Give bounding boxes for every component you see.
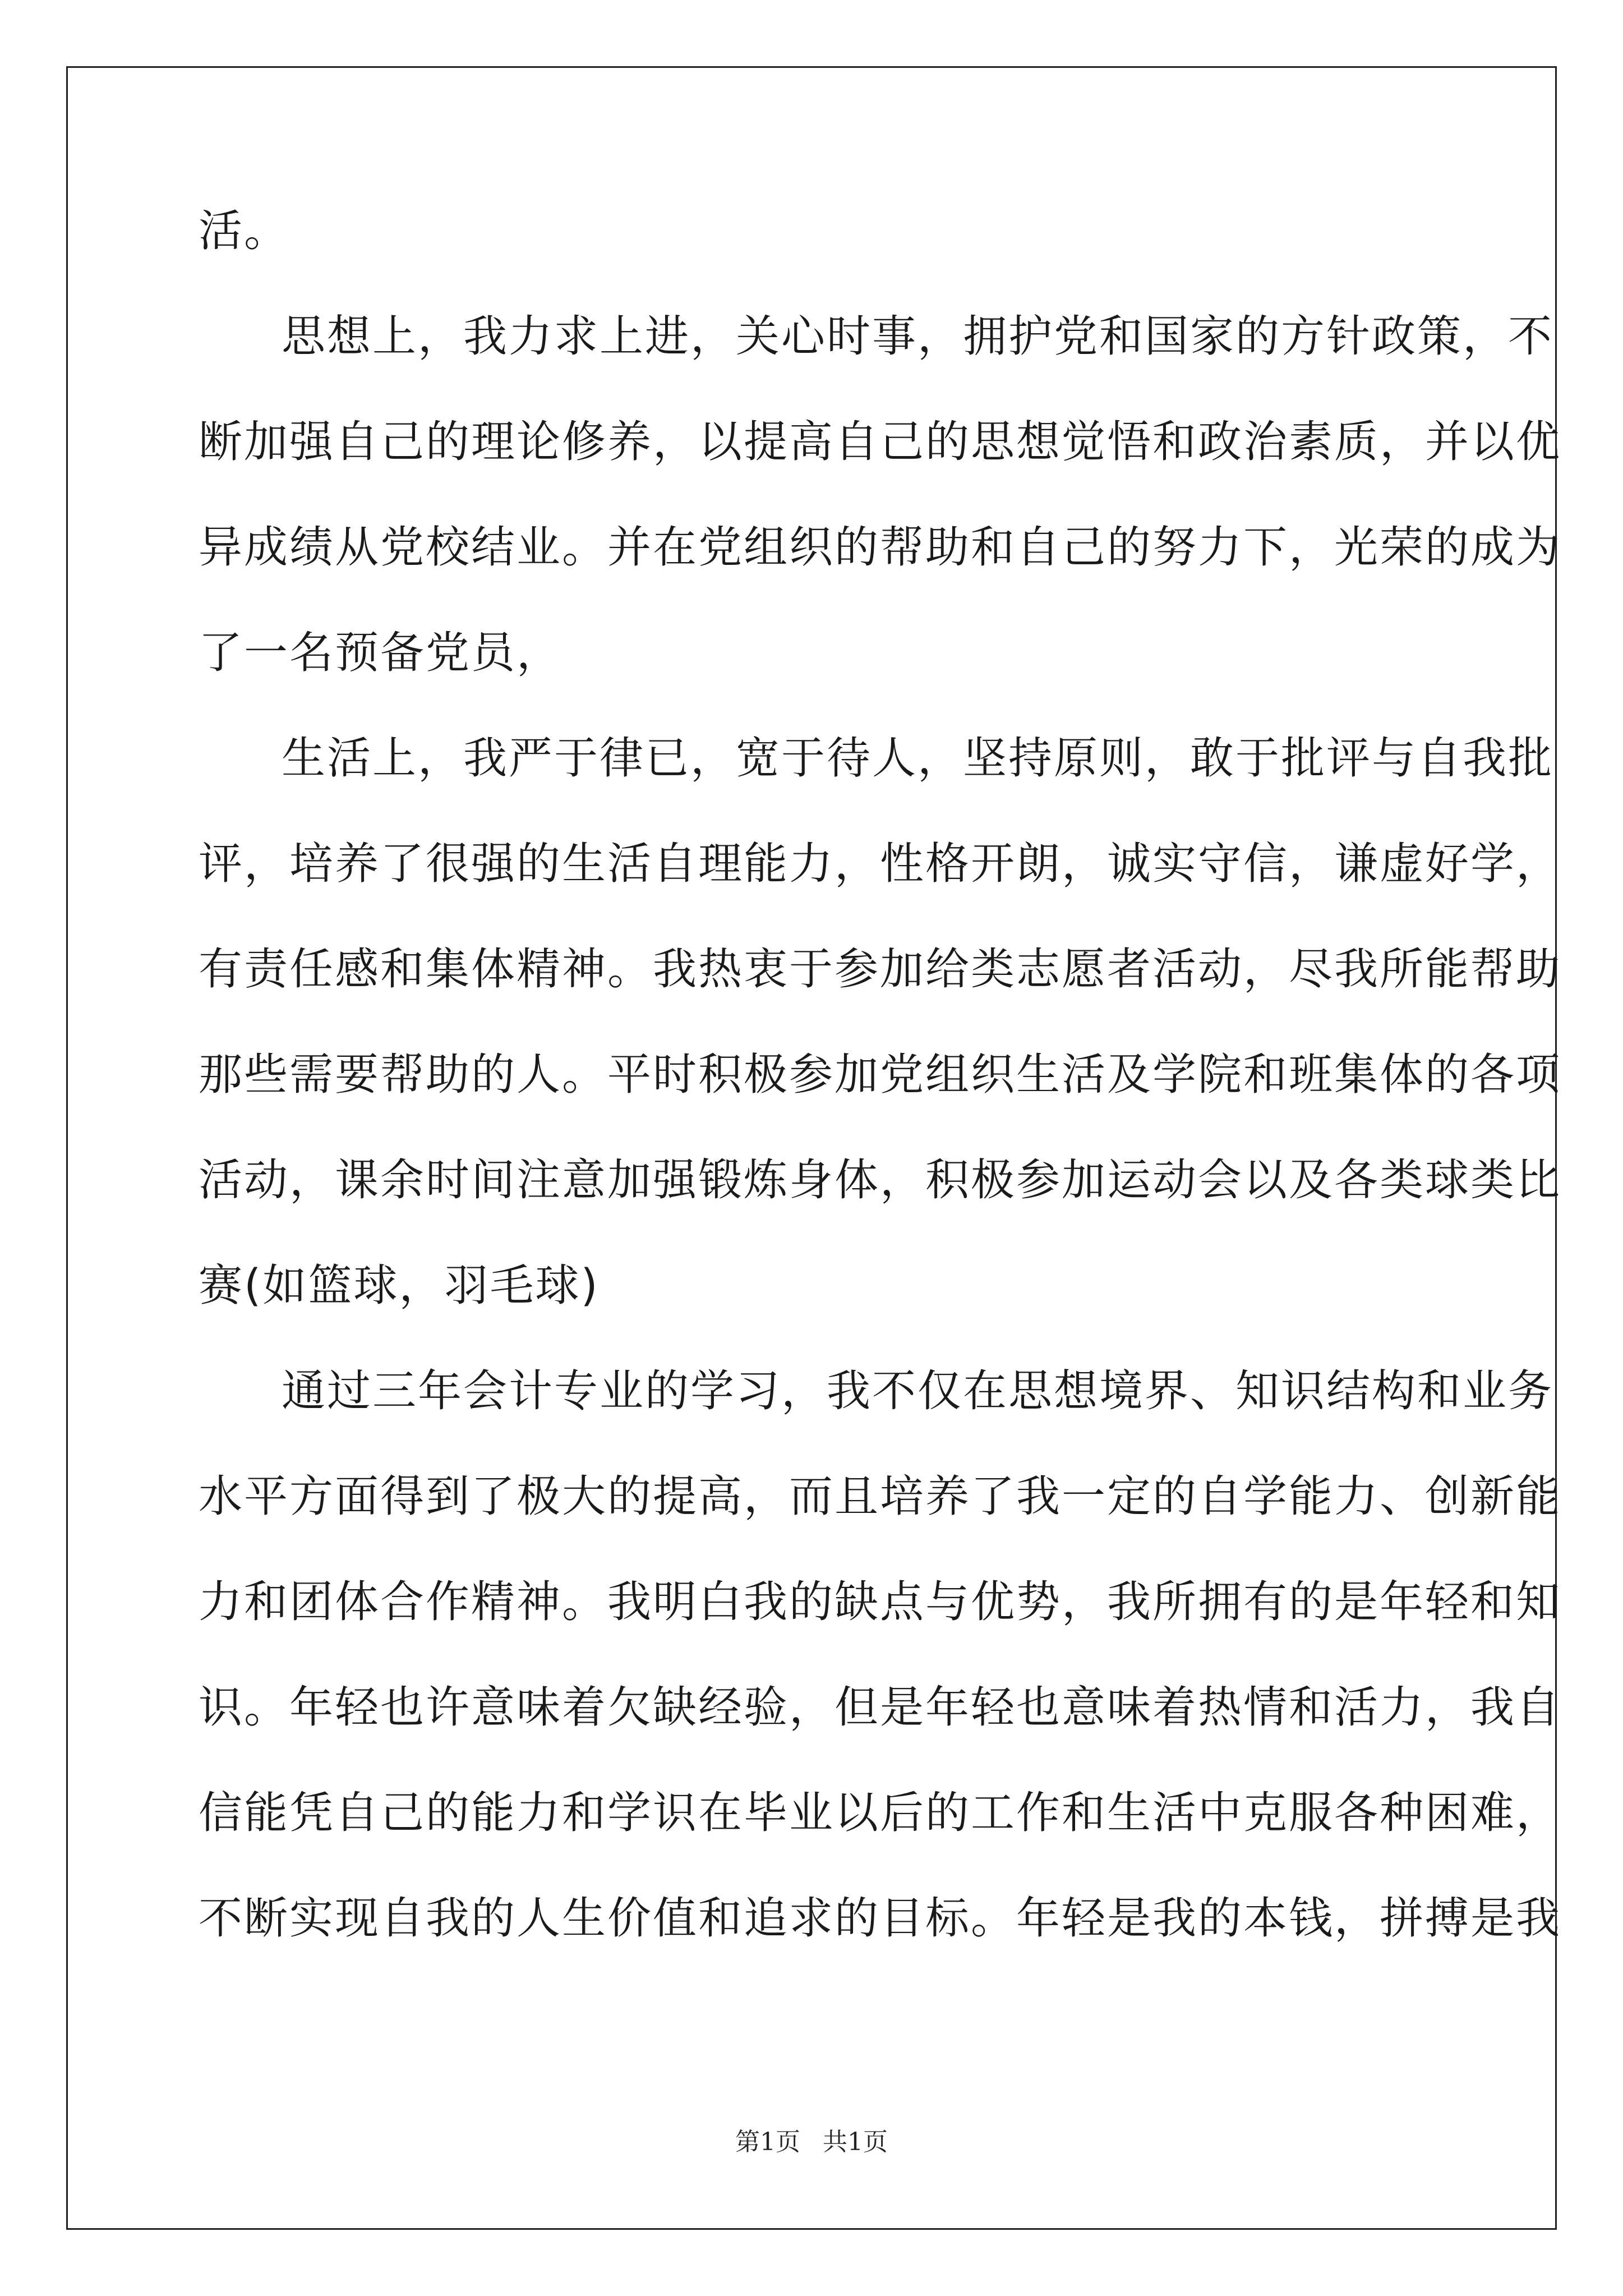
text-line: 了一名预备党员，	[199, 628, 562, 678]
text-line: 异成绩从党校结业。并在党组织的帮助和自己的努力下，光荣的成为	[199, 522, 1562, 573]
text-line: 力和团体合作精神。我明白我的缺点与优势，我所拥有的是年轻和知	[199, 1577, 1562, 1627]
text-line: 通过三年会计专业的学习，我不仅在思想境界、知识结构和业务	[282, 1366, 1554, 1416]
page-number: 第1页	[735, 2128, 800, 2156]
page-footer	[0, 2122, 1623, 2157]
text-line: 活。	[199, 206, 290, 256]
text-line: 断加强自己的理论修养，以提高自己的思想觉悟和政治素质，并以优	[199, 417, 1562, 467]
text-line: 有责任感和集体精神。我热衷于参加给类志愿者活动，尽我所能帮助	[199, 944, 1562, 995]
text-line: 识。年轻也许意味着欠缺经验，但是年轻也意味着热情和活力，我自	[199, 1682, 1562, 1733]
text-line: 评，培养了很强的生活自理能力，性格开朗，诚实守信，谦虚好学，	[199, 839, 1562, 889]
text-line: 思想上，我力求上进，关心时事，拥护党和国家的方针政策，不	[282, 311, 1554, 362]
text-line: 那些需要帮助的人。平时积极参加党组织生活及学院和班集体的各项	[199, 1050, 1562, 1100]
text-line: 水平方面得到了极大的提高，而且培养了我一定的自学能力、创新能	[199, 1471, 1562, 1522]
text-line: 不断实现自我的人生价值和追求的目标。年轻是我的本钱，拼搏是我	[199, 1893, 1562, 1944]
page-total: 共1页	[823, 2128, 888, 2156]
text-line: 生活上，我严于律已，宽于待人，坚持原则，敢于批评与自我批	[282, 733, 1554, 784]
text-line: 赛(如篮球，羽毛球)	[199, 1260, 600, 1311]
text-line: 信能凭自己的能力和学识在毕业以后的工作和生活中克服各种困难，	[199, 1788, 1562, 1838]
document-body	[199, 178, 1562, 1971]
text-line: 活动，课余时间注意加强锻炼身体，积极参加运动会以及各类球类比	[199, 1155, 1562, 1205]
